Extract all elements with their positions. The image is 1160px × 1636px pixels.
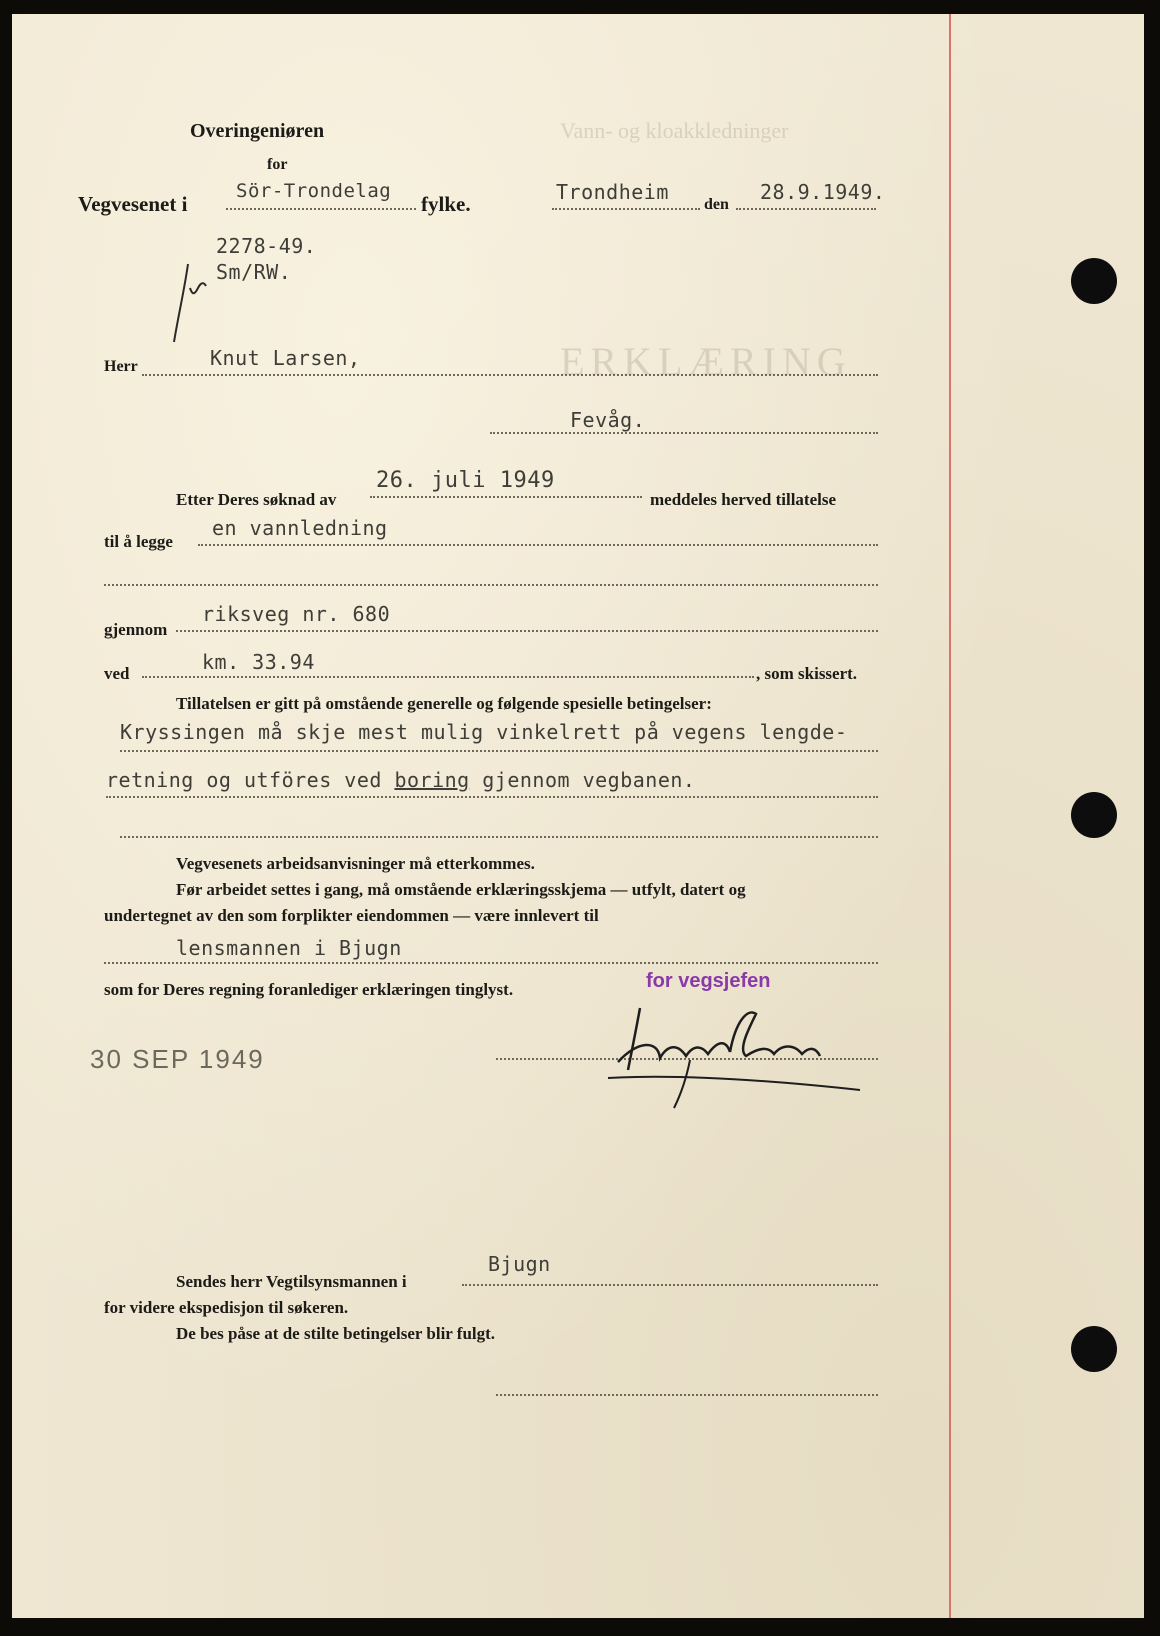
reference-initials: Sm/RW.: [216, 260, 292, 284]
road-value: riksveg nr. 680: [202, 602, 391, 626]
instruction-line-4: som for Deres regning foranlediger erklæringen tinglyst.: [104, 980, 514, 999]
condition-dotted-line-1: [120, 750, 878, 752]
addressee-place: Fevåg.: [570, 408, 646, 432]
for-chief-stamp: for vegsjefen: [646, 970, 771, 992]
object-value: en vannledning: [212, 516, 388, 540]
place-value: Trondheim: [556, 180, 669, 204]
for-label: for: [267, 156, 288, 173]
condition-dotted-line-3: [120, 836, 878, 838]
forwarding-line-1: Sendes herr Vegtilsynsmannen i: [176, 1272, 407, 1291]
punch-hole-bottom: [1071, 1326, 1117, 1372]
instruction-line-3: undertegnet av den som forplikter eiendommen — være innlevert til: [104, 906, 599, 925]
at-label: ved: [104, 664, 130, 683]
reference-number: 2278-49.: [216, 234, 317, 258]
application-intro: Etter Deres søknad av: [176, 490, 337, 509]
underlined-boring: boring: [394, 768, 470, 792]
municipality-dotted-line: [462, 1284, 878, 1286]
addressee-name: Knut Larsen,: [210, 346, 361, 370]
application-date-line: [370, 496, 642, 498]
date-dotted-line: [736, 208, 876, 210]
punch-hole-middle: [1071, 792, 1117, 838]
grant-text: meddeles herved tillatelse: [650, 490, 837, 509]
km-value: km. 33.94: [202, 650, 315, 674]
county-value: Sör-Trondelag: [236, 180, 392, 202]
object-dotted-line-2: [104, 584, 878, 586]
condition-line-2: retning og utföres ved boring gjennom vegbanen.: [106, 768, 696, 792]
condition-dotted-line-2: [106, 796, 878, 798]
conditions-intro: Tillatelsen er gitt på omstående generelle og følgende spesielle betingelser:: [176, 694, 712, 713]
document-page: [12, 14, 1144, 1618]
municipality-value: Bjugn: [488, 1252, 551, 1276]
herr-label: Herr: [104, 358, 138, 375]
application-date: 26. juli 1949: [376, 468, 555, 493]
agency-prefix: Vegvesenet i: [78, 192, 188, 216]
county-dotted-line: [226, 208, 416, 210]
handwritten-initial-mark: [168, 262, 218, 344]
red-margin-line: [949, 14, 951, 1618]
km-dotted-line: [142, 676, 754, 678]
condition-line-1: Kryssingen må skje mest mulig vinkelrett på vegens lengde-: [120, 720, 848, 744]
through-label: gjennom: [104, 620, 168, 639]
bleed-through-heading: ERKLÆRING: [560, 339, 852, 384]
signature-icon: [598, 1000, 868, 1110]
recipient-value: lensmannen i Bjugn: [176, 936, 402, 960]
bleed-through-text: Vann- og kloakkledninger: [560, 118, 789, 143]
punch-hole-top: [1071, 258, 1117, 304]
object-dotted-line: [198, 544, 878, 546]
den-label: den: [704, 196, 729, 213]
office-title: Overingeniøren: [190, 120, 325, 142]
instruction-line-1: Vegvesenets arbeidsanvisninger må etterkommes.: [176, 854, 535, 873]
sketch-note: , som skissert.: [756, 664, 858, 683]
addressee-dotted-line: [142, 374, 878, 376]
lay-label: til å legge: [104, 532, 173, 551]
recipient-dotted-line: [104, 962, 878, 964]
place-line: [490, 432, 878, 434]
instruction-line-2: Før arbeidet settes i gang, må omstående erklæringsskjema — utfylt, datert og: [176, 880, 746, 899]
forwarding-line-3: De bes påse at de stilte betingelser blir fulgt.: [176, 1324, 496, 1343]
county-suffix: fylke.: [421, 192, 471, 216]
forwarding-line-2: for videre ekspedisjon til søkeren.: [104, 1298, 349, 1317]
bottom-signature-line: [496, 1394, 878, 1396]
letter-date: 28.9.1949.: [760, 180, 886, 204]
road-dotted-line: [176, 630, 878, 632]
received-date-stamp: 30 SEP 1949: [90, 1044, 265, 1074]
place-dotted-line: [552, 208, 700, 210]
